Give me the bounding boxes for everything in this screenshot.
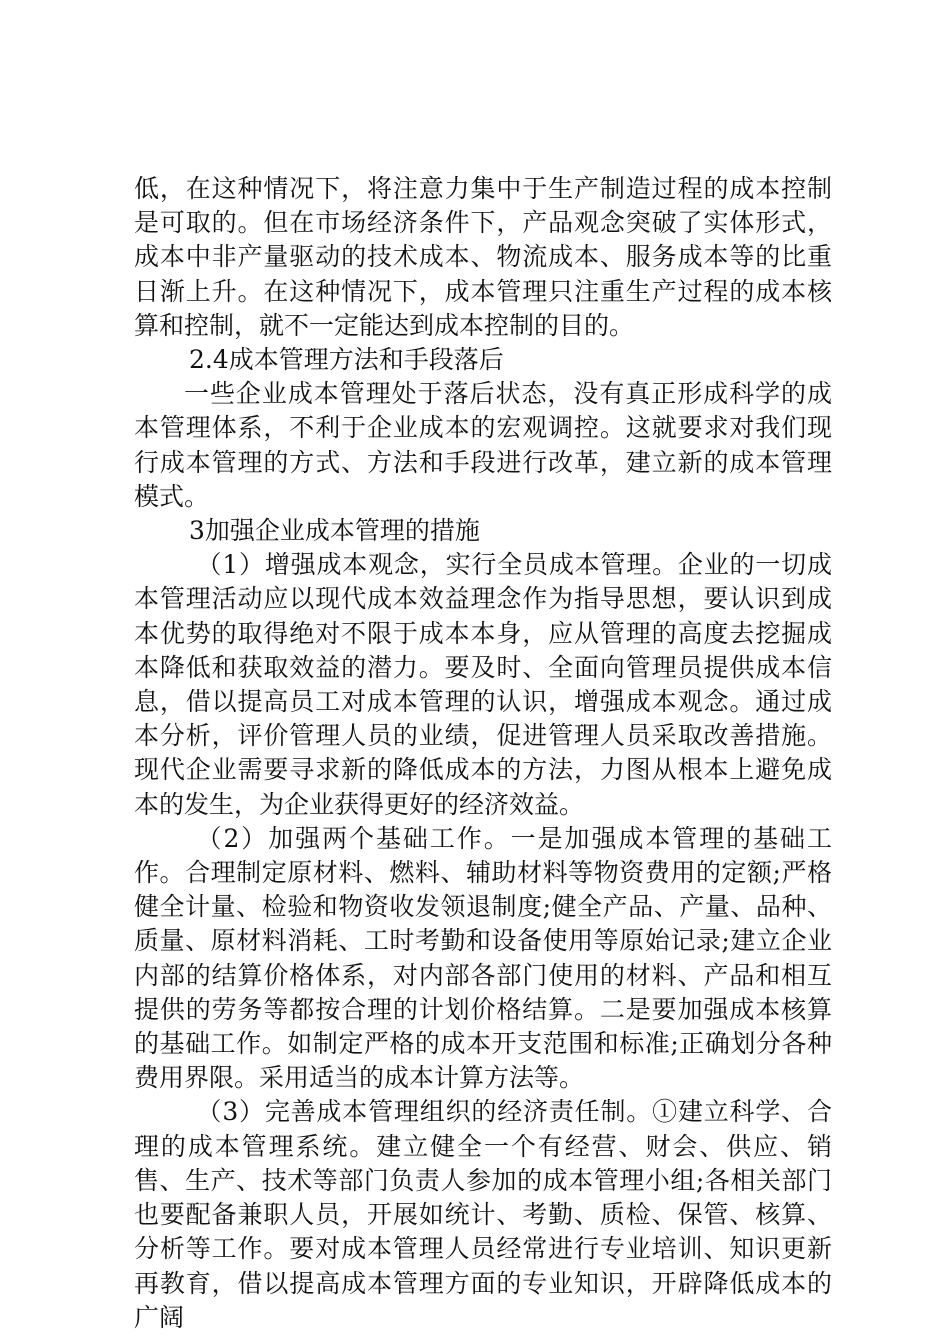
paragraph-measure-1: （1）增强成本观念，实行全员成本管理。企业的一切成本管理活动应以现代成本效益理念作为指导思想，要认识到成本优势的取得绝对不限于成本本身，应从管理的高度去挖掘成本降低和获取效益的潜力。要及时、全面向管理员提供成本信息，借以提高员工对成本管理的认识，增强成本观念。通过成本分析，评价管理人员的业绩，促进管理人员采取改善措施。现代企业需要寻求新的降低成本的方法，力图从根本上避免成本的发生，为企业获得更好的经济效益。 [134, 550, 832, 819]
paragraph-cost-control-context: 低，在这种情况下，将注意力集中于生产制造过程的成本控制是可取的。但在市场经济条件下，产品观念突破了实体形式，成本中非产量驱动的技术成本、物流成本、服务成本等的比重日渐上升。在这种情况下，成本管理只注重生产过程的成本核算和控制，就不一定能达到成本控制的目的。 [134, 174, 832, 340]
section-heading-3: 3加强企业成本管理的措施 [189, 516, 480, 546]
paragraph-measure-2: （2）加强两个基础工作。一是加强成本管理的基础工作。合理制定原材料、燃料、辅助材料等物资费用的定额;严格健全计量、检验和物资收发领退制度;健全产品、产量、品种、质量、原材料消耗、工时考勤和设备使用等原始记录;建立企业内部的结算价格体系，对内部各部门使用的材料、产品和相互提供的劳务等都按合理的计划价格结算。二是要加强成本核算的基础工作。如制定严格的成本开支范围和标准;正确划分各种费用界限。采用适当的成本计算方法等。 [134, 823, 832, 1093]
paragraph-measure-3: （3）完善成本管理组织的经济责任制。①建立科学、合理的成本管理系统。建立健全一个有经营、财会、供应、销售、生产、技术等部门负责人参加的成本管理小组;各相关部门也要配备兼职人员，开展如统计、考勤、质检、保管、核算、分析等工作。要对成本管理人员经常进行专业培训、知识更新再教育，借以提高成本管理方面的专业知识，开辟降低成本的广阔 [134, 1097, 832, 1332]
document-body [134, 172, 832, 1335]
section-heading-2-4: 2.4成本管理方法和手段落后 [189, 345, 504, 375]
paragraph-backward-management: 一些企业成本管理处于落后状态，没有真正形成科学的成本管理体系，不利于企业成本的宏观调控。这就要求对我们现行成本管理的方式、方法和手段进行改革，建立新的成本管理模式。 [134, 379, 832, 511]
